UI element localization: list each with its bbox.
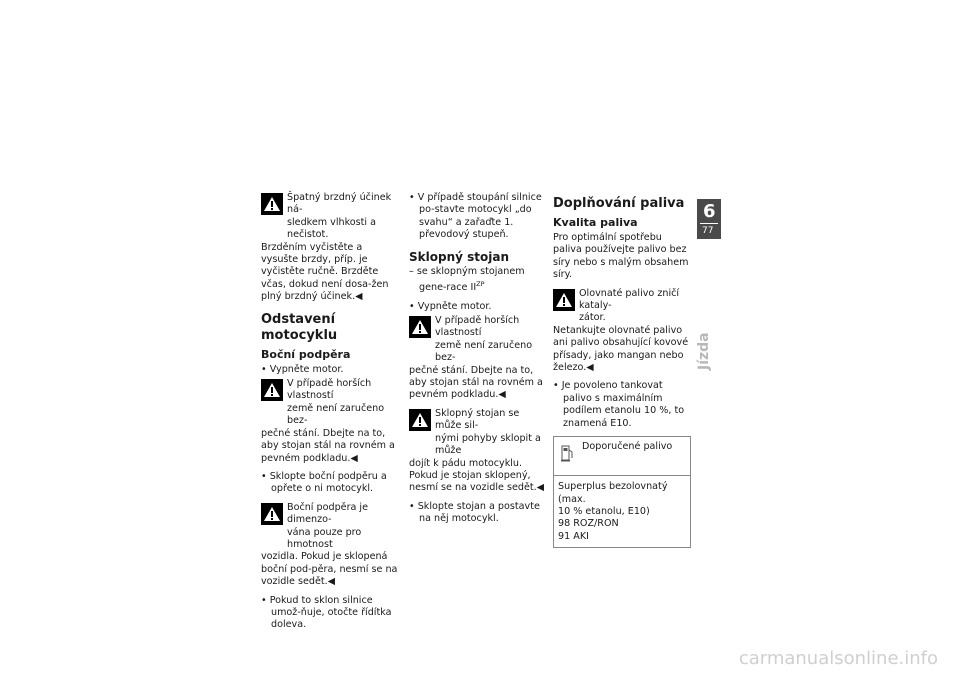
warning-wet-brakes (261, 192, 399, 304)
warning-text-line: země není zaručeno bez- (435, 339, 533, 364)
page-number: 77 (702, 226, 714, 236)
column-left (261, 192, 399, 638)
fuel-box-body (554, 476, 690, 547)
warning-triangle-icon (261, 503, 283, 525)
warning-ground (409, 315, 547, 402)
bullet-item: • Sklopte boční podpěru a opřete o ni motocykl. (261, 470, 387, 495)
warning-text-line: V případě horších vlastností (435, 315, 520, 339)
warning-text-line: Olovnaté palivo zničí kataly- (579, 287, 680, 312)
section-title: Doplňování paliva (553, 196, 685, 211)
warning-text-line: zátor. (579, 312, 606, 324)
warning-text: Brzděním vyčistěte a vysušte brzdy, příp. je vyčistěte ručně. Brzděte včas, dokud není dosa-žen plný brzdný účinek.◀ (261, 241, 389, 303)
fuel-spec-line: 98 ROZ/RON (558, 518, 619, 530)
bullet-item: • Pokud to sklon silnice umož-ňuje, otočte řídítka doleva. (261, 594, 392, 631)
section-title: Odstavení motocyklu (261, 311, 338, 343)
warning-text: pečné stání. Dbejte na to, aby stojan stál na rovném a pevném podkladu.◀ (409, 364, 543, 401)
bullet-item: • V případě stoupání silnice po-stavte motocykl „do svahu“ a zařaďte 1. převodový stupeň. (409, 192, 542, 241)
fuel-box-label: Doporučené palivo (582, 441, 673, 453)
dash-superscript: ZP (476, 280, 485, 289)
bullet-item: • Vypněte motor. (409, 300, 492, 312)
column-right (553, 192, 693, 548)
subsection-title: Boční podpěra (261, 347, 351, 361)
chapter-number: 6 (703, 201, 716, 222)
column-middle (409, 192, 547, 532)
subsection-title: Kvalita paliva (553, 216, 638, 229)
chapter-tab (697, 199, 721, 239)
bullet-item: • Sklopte stojan a postavte na něj motocykl. (409, 500, 540, 525)
dash-item (409, 266, 547, 295)
warning-text-line: vána pouze pro hmotnost (287, 526, 362, 550)
warning-triangle-icon (553, 289, 575, 311)
warning-text: pečné stání. Dbejte na to, aby stojan stál na rovném a pevném podkladu.◀ (261, 427, 395, 464)
warning-text: Netankujte olovnaté palivo ani palivo obsahující kovové přísady, jako mangan nebo železo.◀ (553, 324, 689, 374)
chapter-tab-divider (700, 223, 718, 224)
warning-text-line: země není zaručeno bez- (287, 402, 385, 427)
fuel-spec-line: 91 AKI (558, 530, 589, 542)
fuel-pump-icon (560, 443, 574, 463)
dash-text: – se sklopným stojanem gene-race II (409, 265, 525, 294)
warning-text-line: Sklopný stojan se může sil- (435, 407, 520, 432)
fuel-spec-line: Superplus bezolovnatý (max. (558, 481, 668, 505)
warning-side-stand (261, 502, 399, 589)
recommended-fuel-box (553, 436, 691, 548)
warning-text-line: V případě horších vlastností (287, 378, 372, 402)
fuel-box-header (554, 437, 690, 476)
warning-triangle-icon (409, 316, 431, 338)
warning-leaded-fuel (553, 288, 693, 375)
watermark: carmanualsonline.info (738, 648, 938, 669)
warning-text: vozidla. Pokud je sklopená boční pod-pěra, nesmí se na vozidle sedět.◀ (261, 551, 398, 588)
warning-text-line: Špatný brzdný účinek ná- (287, 192, 392, 216)
paragraph: Pro optimální spotřebu paliva používejte palivo bez síry nebo s malým obsahem síry. (553, 232, 689, 281)
bullet-item: • Je povoleno tankovat palivo s maximálním podílem etanolu 10 %, to znamená E10. (553, 380, 685, 429)
fuel-spec-line: 10 % etanolu, E10) (558, 505, 650, 517)
warning-triangle-icon (409, 409, 431, 431)
subsection-title: Sklopný stojan (409, 249, 509, 264)
bullet-item: • Vypněte motor. (261, 363, 344, 375)
warning-ground (261, 378, 399, 465)
warning-text-line: sledkem vlhkosti a nečistot. (287, 216, 377, 241)
warning-triangle-icon (261, 193, 283, 215)
warning-text-line: nými pohyby sklopit a může (435, 432, 541, 457)
warning-text-line: Boční podpěra je dimenzo- (287, 501, 369, 526)
warning-text: dojít k pádu motocyklu. Pokud je stojan sklopený, nesmí se na vozidle sedět.◀ (409, 457, 545, 494)
warning-triangle-icon (261, 379, 283, 401)
chapter-side-label: Jízda (696, 332, 712, 370)
warning-center-stand (409, 408, 547, 495)
